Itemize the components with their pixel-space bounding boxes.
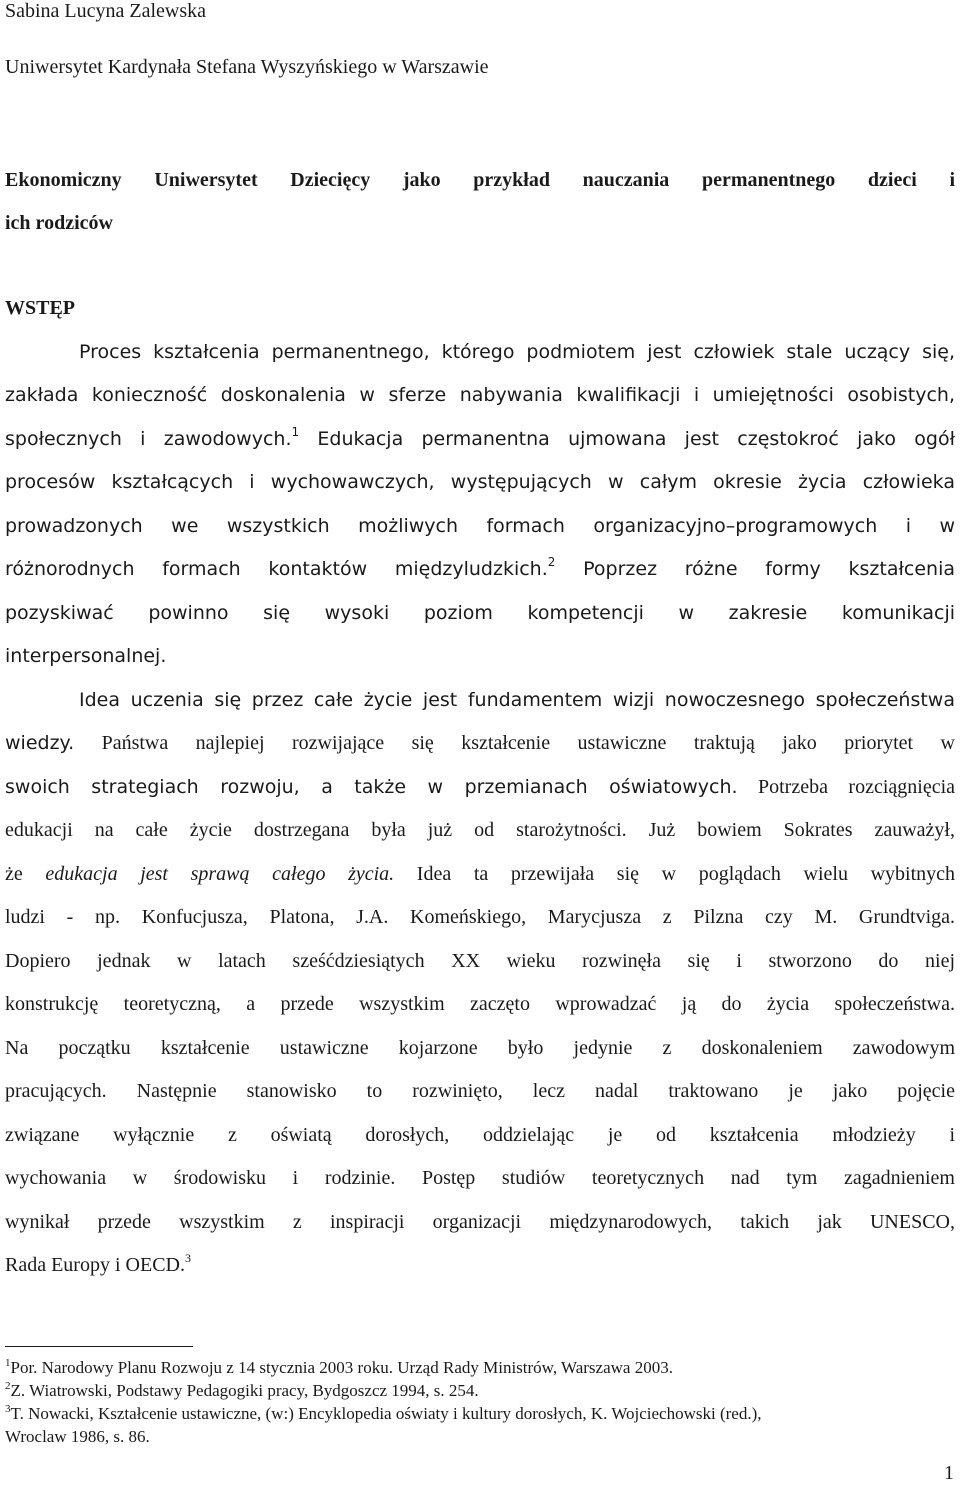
page-number: 1: [944, 1462, 954, 1484]
paragraph-2-line: [5, 776, 955, 799]
section-heading: WSTĘP: [5, 297, 76, 319]
paragraph-2-line: edukacji na całe życie dostrzegana była już od starożytności. Już bowiem Sokrates zauważył,: [5, 819, 955, 841]
paper-title-line-1: Ekonomiczny Uniwersytet Dziecięcy jako przykład nauczania permanentnego dzieci i: [5, 169, 955, 191]
footnote-3: [5, 1404, 955, 1424]
paragraph-2-line: Na początku kształcenie ustawiczne kojarzone było jedynie z doskonaleniem zawodowym: [5, 1037, 955, 1059]
footnote-ref-2[interactable]: 2: [547, 555, 556, 569]
footnote-ref-1[interactable]: 1: [291, 425, 300, 439]
text-span: Potrzeba rozciągnięcia: [737, 776, 955, 798]
paragraph-1-line: pozyskiwać powinno się wysoki poziom kompetencji w zakresie komunikacji: [5, 602, 955, 624]
quote-italic: edukacja jest sprawą całego życia.: [45, 863, 395, 885]
author-affiliation: Uniwersytet Kardynała Stefana Wyszyńskiego w Warszawie: [5, 56, 489, 78]
text-span: Rada Europy i OECD.: [5, 1254, 185, 1276]
footnote-2: [5, 1381, 955, 1401]
paragraph-1-line: interpersonalnej.: [5, 645, 167, 667]
footnote-text: T. Nowacki, Kształcenie ustawiczne, (w:) Encyklopedia oświaty i kultury dorosłych, K. Wojciechowski (red.),: [10, 1404, 762, 1423]
text-span: Idea ta przewijała się w poglądach wielu wybitnych: [394, 863, 956, 885]
footnote-number: 3: [5, 1403, 11, 1415]
footnote-number: 2: [5, 1380, 11, 1392]
paragraph-2-line: [5, 732, 955, 755]
paragraph-2-line: wynikał przede wszystkim z inspiracji organizacji międzynarodowych, takich jak UNESCO,: [5, 1211, 955, 1233]
text-span: Państwa najlepiej rozwijające się kształcenie ustawiczne traktują jako priorytet w: [74, 732, 955, 754]
text-span: Edukacja permanentna ujmowana jest częstokroć jako ogół: [299, 428, 955, 450]
text-span: Poprzez różne formy kształcenia: [555, 558, 955, 580]
paragraph-2-line: wychowania w środowisku i rodzinie. Postęp studiów teoretycznych nad tym zagadnieniem: [5, 1167, 955, 1189]
footnote-separator: [5, 1346, 193, 1347]
paragraph-2-line: konstrukcję teoretyczną, a przede wszystkim zaczęto wprowadzać ją do życia społeczeństwa.: [5, 993, 955, 1015]
paragraph-1-line: prowadzonych we wszystkich możliwych formach organizacyjno–programowych i w: [5, 515, 955, 537]
paragraph-2-line: Idea uczenia się przez całe życie jest fundamentem wizji nowoczesnego społeczeństwa: [79, 689, 955, 711]
paragraph-1-line: [5, 425, 955, 450]
footnote-ref-3[interactable]: 3: [184, 1251, 191, 1265]
text-span: społecznych i zawodowych.: [5, 428, 292, 450]
footnote-number: 1: [5, 1357, 11, 1369]
author-name: Sabina Lucyna Zalewska: [5, 0, 207, 22]
paper-title-line-2: ich rodziców: [5, 212, 113, 234]
paragraph-2-line: [5, 1251, 955, 1277]
paragraph-1-line: Proces kształcenia permanentnego, którego podmiotem jest człowiek stale uczący się,: [79, 341, 955, 363]
paragraph-2-line: [5, 863, 955, 886]
paragraph-1-line: procesów kształcących i wychowawczych, występujących w całym okresie życia człowieka: [5, 471, 955, 493]
text-span: wiedzy.: [5, 732, 75, 754]
paragraph-1-line: zakłada konieczność doskonalenia w sferze nabywania kwalifikacji i umiejętności osobistych,: [5, 384, 955, 406]
paragraph-2-line: pracujących. Następnie stanowisko to rozwinięto, lecz nadal traktowano je jako pojęcie: [5, 1080, 955, 1102]
footnote-text: Por. Narodowy Planu Rozwoju z 14 stycznia 2003 roku. Urząd Rady Ministrów, Warszawa 2003.: [10, 1358, 673, 1377]
footnote-3-continuation: Wroclaw 1986, s. 86.: [5, 1427, 150, 1446]
paragraph-2-line: związane wyłącznie z oświatą dorosłych, oddzielając je od kształcenia młodzieży i: [5, 1124, 955, 1146]
text-span: że: [5, 863, 46, 885]
paragraph-1-line: [5, 555, 955, 580]
footnote-1: [5, 1358, 955, 1378]
paragraph-2-line: ludzi - np. Konfucjusza, Platona, J.A. Komeńskiego, Marycjusza z Pilzna czy M. Grundtviga.: [5, 906, 955, 928]
text-span: różnorodnych formach kontaktów międzyludzkich.: [5, 558, 548, 580]
paragraph-2-line: Dopiero jednak w latach sześćdziesiątych XX wieku rozwinęła się i stworzono do niej: [5, 950, 955, 972]
text-span: swoich strategiach rozwoju, a także w przemianach oświatowych.: [5, 776, 738, 798]
footnote-text: Z. Wiatrowski, Podstawy Pedagogiki pracy, Bydgoszcz 1994, s. 254.: [10, 1381, 479, 1400]
